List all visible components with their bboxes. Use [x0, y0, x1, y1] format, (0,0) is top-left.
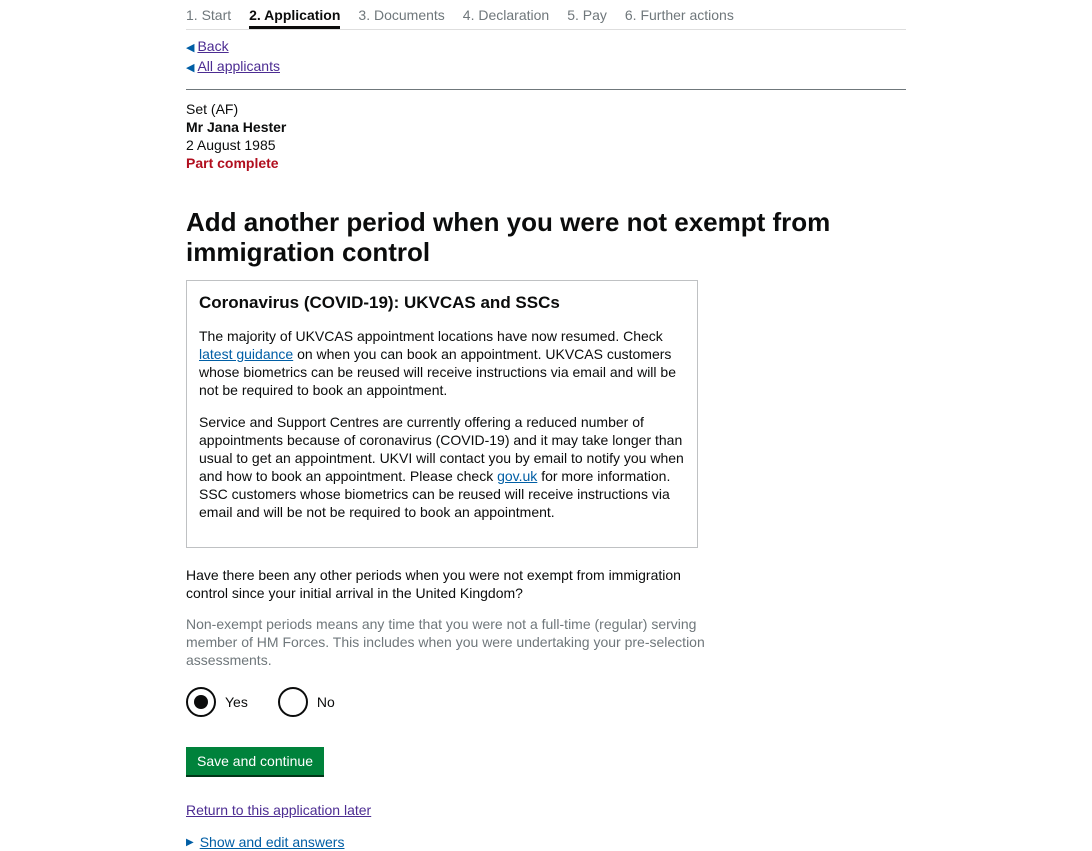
- latest-guidance-link[interactable]: latest guidance: [199, 346, 294, 362]
- show-edit-answers-toggle[interactable]: [186, 834, 906, 850]
- notice-heading: Coronavirus (COVID-19): UKVCAS and SSCs: [199, 293, 560, 312]
- show-edit-answers-label: Show and edit answers: [199, 834, 345, 850]
- triangle-right-icon: ▶: [186, 836, 194, 848]
- page-title: Add another period when you were not exempt from immigration control: [186, 207, 831, 267]
- applicant-set: Set (AF): [186, 101, 239, 117]
- divider: [186, 89, 906, 90]
- radio-yes[interactable]: [186, 687, 248, 717]
- radio-no-circle[interactable]: [278, 687, 308, 717]
- back-link[interactable]: ◀ Back: [186, 37, 906, 57]
- step-documents[interactable]: 3. Documents: [358, 7, 445, 23]
- notice-paragraph-1: The majority of UKVCAS appointment locations have now resumed. Check latest guidance on when you can book an appointment. UKVCAS customers whose biometrics can be reused will receive instructions via email and will be not be required to book an appointment.: [199, 328, 676, 398]
- back-links: [186, 37, 906, 77]
- step-declaration[interactable]: 4. Declaration: [462, 7, 550, 23]
- applicant-dob: 2 August 1985: [186, 137, 276, 153]
- notice-paragraph-2: Service and Support Centres are currently offering a reduced number of appointments because of coronavirus (COVID-19) and it may take longer than usual to get an appointment. UKVI will contact you by email to notify you when and how to book an appointment. Please check gov.uk for more information. SSC customers whose biometrics can be reused will receive instructions via email and will be not be required to book an appointment.: [199, 414, 684, 520]
- return-later-link[interactable]: Return to this application later: [186, 802, 372, 818]
- all-applicants-link[interactable]: ◀ All applicants: [186, 57, 906, 77]
- step-application[interactable]: 2. Application: [249, 0, 340, 29]
- question-label: Have there been any other periods when you were not exempt from immigration control since your initial arrival in the United Kingdom?: [186, 567, 681, 601]
- triangle-left-icon: ◀: [186, 62, 195, 74]
- save-and-continue-button[interactable]: Save and continue: [186, 747, 324, 775]
- step-further-actions[interactable]: 6. Further actions: [624, 7, 734, 23]
- page-container: [186, 0, 906, 850]
- step-start[interactable]: 1. Start: [186, 7, 232, 23]
- yes-no-radio-group: [186, 687, 906, 717]
- radio-selected-dot: [194, 695, 208, 709]
- step-navigation: [186, 0, 906, 30]
- covid-notice: [186, 280, 698, 548]
- applicant-name: Mr Jana Hester: [186, 119, 287, 135]
- step-pay[interactable]: 5. Pay: [567, 7, 607, 23]
- triangle-left-icon: ◀: [186, 42, 195, 54]
- gov-uk-link[interactable]: gov.uk: [497, 468, 538, 484]
- radio-yes-circle[interactable]: [186, 687, 216, 717]
- question-hint: Non-exempt periods means any time that you were not a full-time (regular) serving member of HM Forces. This includes when you were undertaking your pre-selection assessments.: [186, 616, 705, 668]
- applicant-status: Part complete: [186, 155, 279, 171]
- radio-yes-label: Yes: [225, 694, 248, 710]
- radio-no[interactable]: [278, 687, 335, 717]
- radio-no-label: No: [316, 694, 335, 710]
- applicant-summary: [186, 100, 906, 172]
